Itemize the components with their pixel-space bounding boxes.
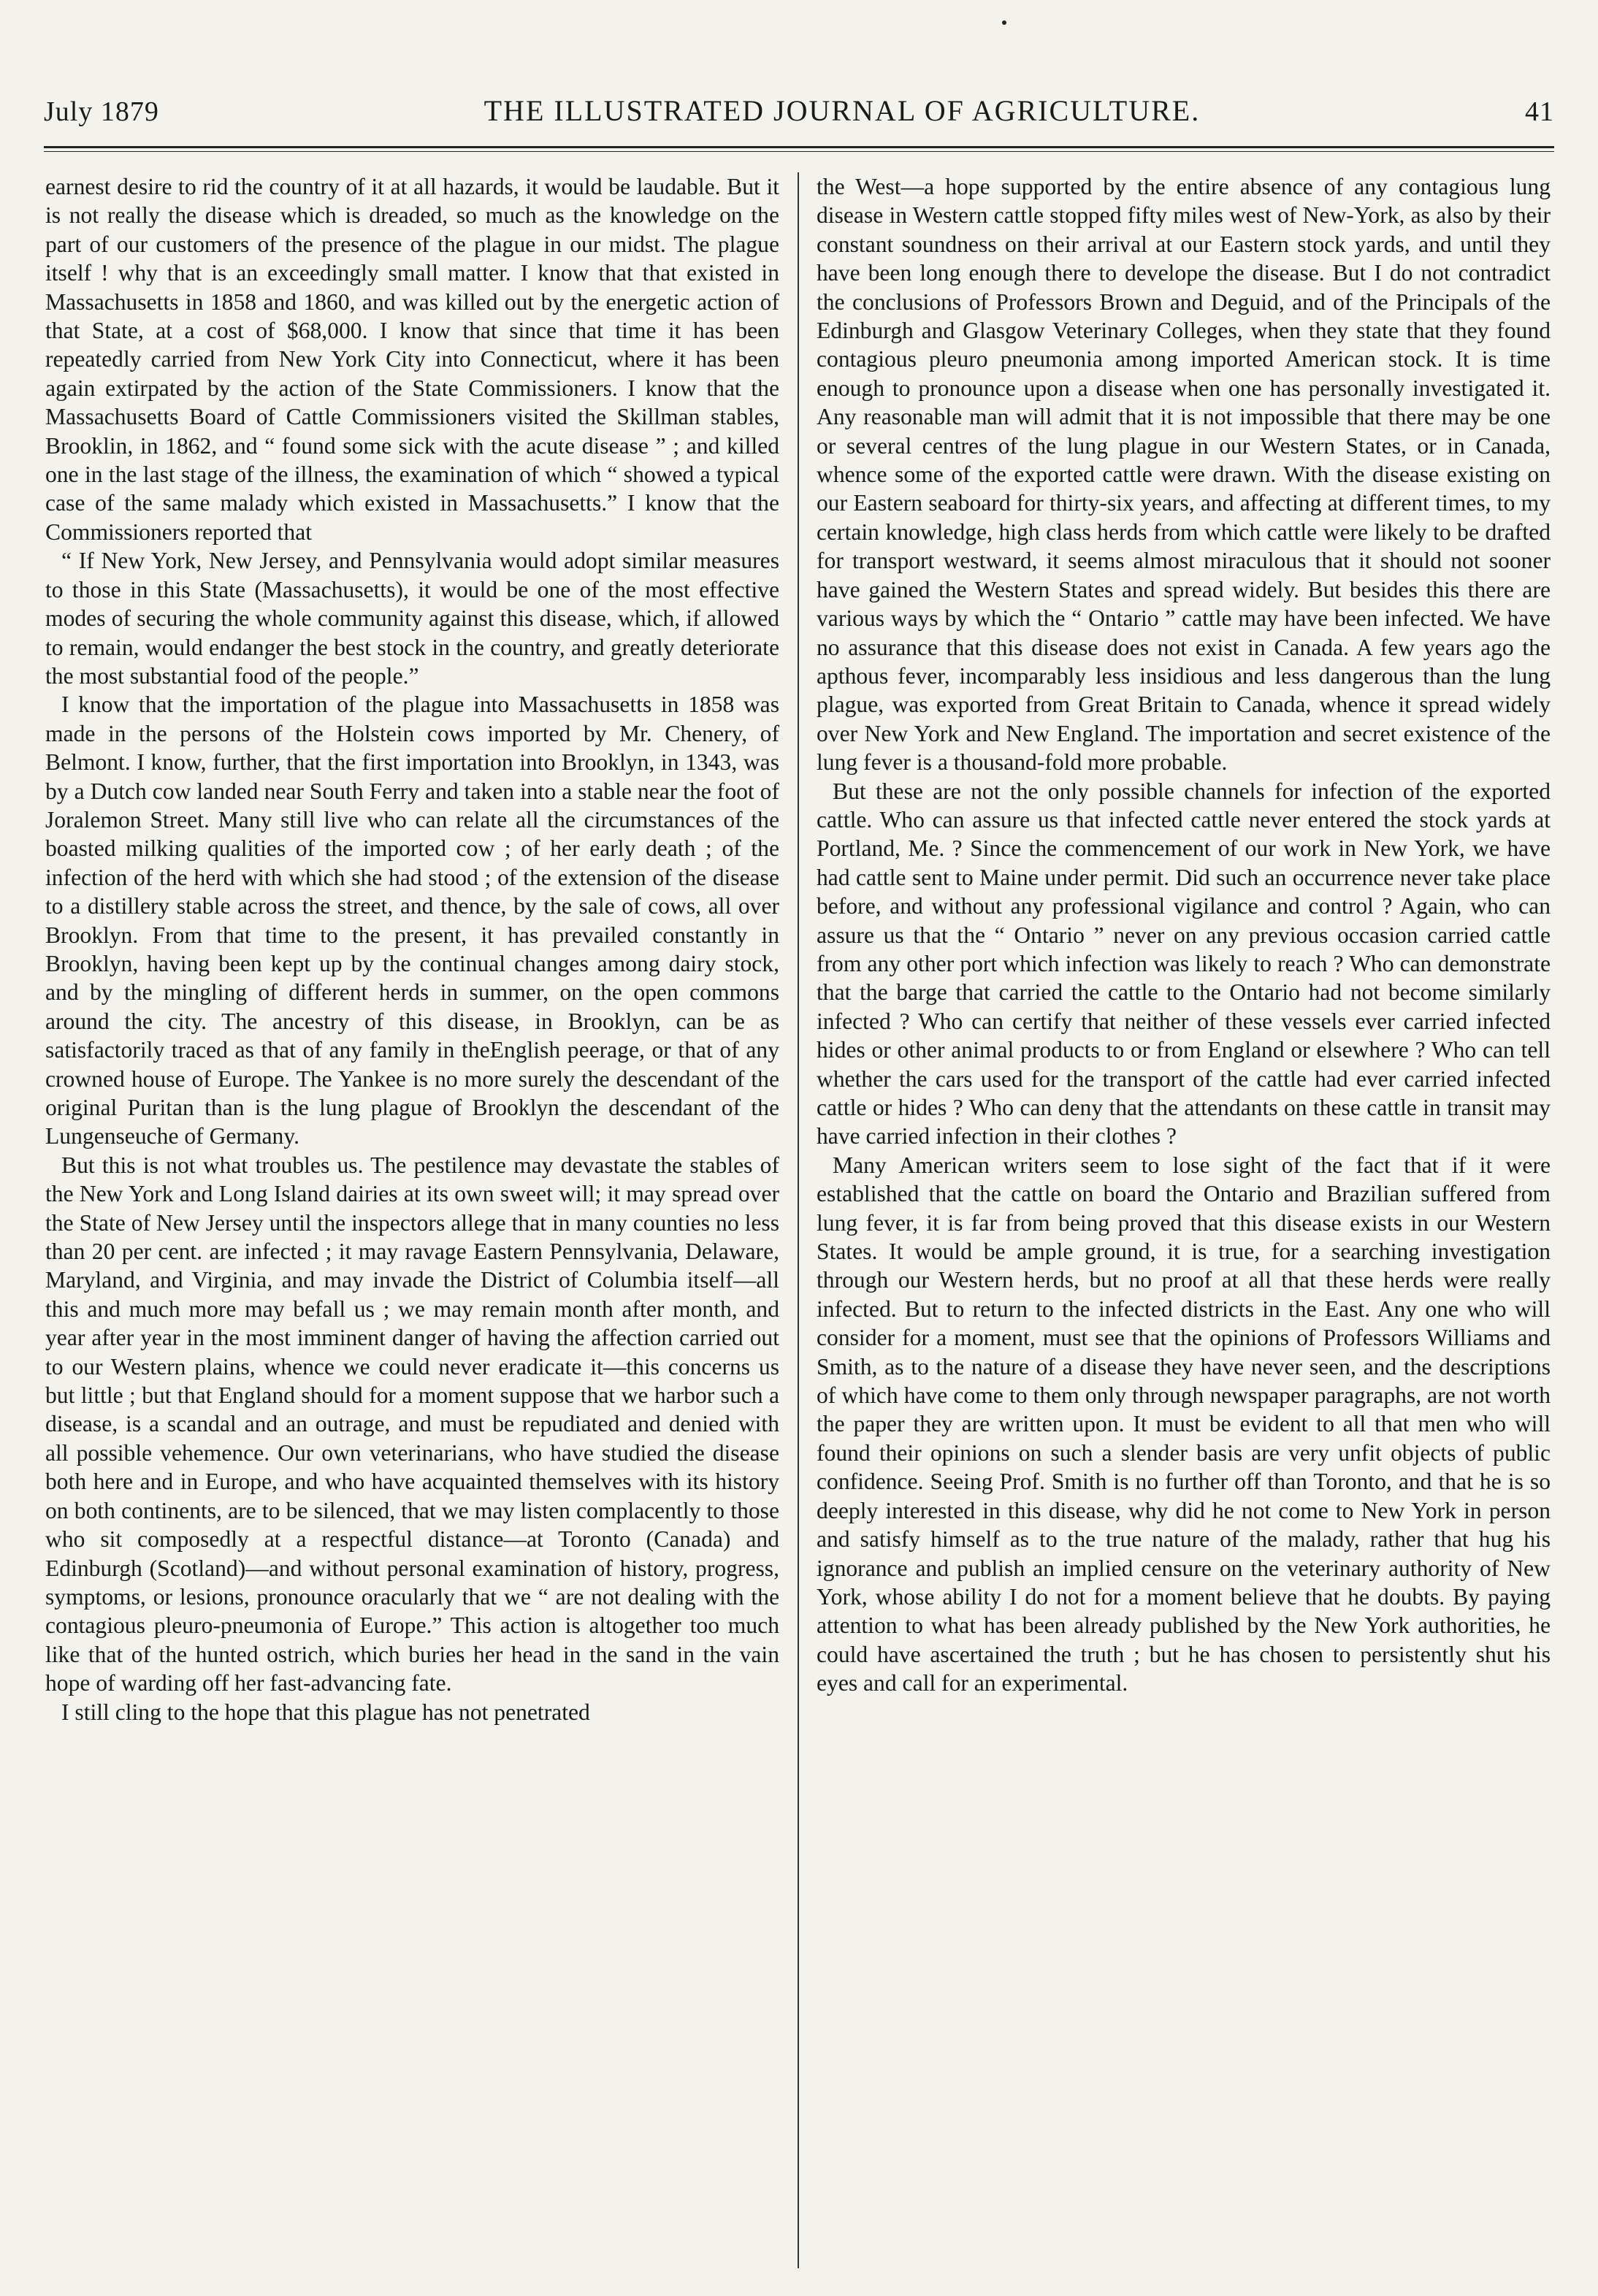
paragraph: But this is not what troubles us. The pestilence may devastate the stables of the New York and Long Island dairies at its own sweet will; it may spread over the State of New Jersey until the inspectors allege that in many counties no less than 20 per cent. are infected ; it may ravage Eastern Pennsylvania, Delaware, Maryland, and Virginia, and may invade the District of Columbia itself—all this and much more may befall us ; we may remain month after month, and year after year in the most imminent danger of having the affection carried out to our Western plains, whence we could never eradicate it—this concerns us but little ; but that England should for a moment suppose that we harbor such a disease, is a scandal and an outrage, and must be repudiated and denied with all possible vehemence. Our own veterinarians, who have studied the disease both here and in Europe, and who have acquainted themselves with its history on both continents, are to be silenced, that we may listen complacently to those who sit composedly at a respectful distance—at Toronto (Canada) and Edinburgh (Scotland)—and without personal examination of history, progress, symptoms, or lesions, pronounce oracularly that we “ are not dealing with the contagious pleuro-pneumonia of Europe.” This action is altogether too much like that of the hunted ostrich, which buries her head in the sand in the vain hope of warding off her fast-advancing fate.	[45, 1152, 779, 1696]
paragraph: I know that the importation of the plague into Massachusetts in 1858 was made in the persons of the Holstein cows imported by Mr. Chenery, of Belmont. I know, further, that the first importation into Brooklyn, in 1343, was by a Dutch cow landed near South Ferry and taken into a stable near the foot of Joralemon Street. Many still live who can relate all the circumstances of the boasted milking qualities of the imported cow ; of her early death ; of the infection of the herd with which she had stood ; of the extension of the disease to a distillery stable across the street, and thence, by the sale of cows, all over Brooklyn. From that time to the present, it has prevailed constantly in Brooklyn, having been kept up by the continual changes among dairy stock, and by the mingling of different herds in summer, on the open commons around the city. The ancestry of this disease, in Brooklyn, can be as satisfactorily traced as that of any family in theEnglish peerage, or that of any crowned house of Europe. The Yankee is no more surely the descendant of the original Puritan than is the lung plague of Brooklyn the descendant of the Lungenseuche of Germany.	[45, 692, 779, 1149]
paragraph: But these are not the only possible channels for infection of the exported cattle. Who can assure us that infected cattle never entered the stock yards at Portland, Me. ? Since the commencement of our work in New York, we have had cattle sent to Maine under permit. Did such an occurrence never take place before, and without any professional vigilance and control ? Again, who can assure us that the “ Ontario ” never on any previous occasion carried cattle from any other port which infection was likely to reach ? Who can demonstrate that the barge that carried the cattle to the Ontario had not become similarly infected ? Who can certify that neither of these vessels ever carried infected hides or other animal products to or from England or elsewhere ? Who can tell whether the cars used for the transport of the cattle had ever carried infected cattle or hides ? Who can deny that the attendants on these cattle in transit may have carried infection in their clothes ?	[817, 778, 1551, 1149]
journal-title: THE ILLUSTRATED JOURNAL OF AGRICULTURE.	[483, 94, 1201, 127]
column-divider	[798, 172, 799, 2268]
paragraph: the West—a hope supported by the entire absence of any contagious lung disease in Western cattle stopped fifty miles west of New-York, as also by their constant soundness on their arrival at our Eastern stock yards, and until they have been long enough there to develope the disease. But I do not contradict the conclusions of Professors Brown and Deguid, and of the Principals of the Edinburgh and Glasgow Veterinary Colleges, when they state that they found contagious pleuro pneumonia among imported American stock. It is time enough to pronounce upon a disease when one has personally investigated it. Any reasonable man will admit that it is not impossible that there may be one or several centres of the lung plague in our Western States, or in Canada, whence some of the exported cattle were drawn. With the disease existing on our Eastern seaboard for thirty-six years, and affecting at different times, to my certain knowledge, high class herds from which cattle were likely to be drafted for transport westward, it seems almost miraculous that it should not sooner have gained the Western States and spread widely. But besides this there are various ways by which the “ Ontario ” cattle may have been infected. We have no assurance that this disease does not exist in Canada. A few years ago the apthous fever, incomparably less insidious and less dangerous than the lung plague, was exported from Great Britain to Canada, whence it spread widely over New York and New England. The importation and secret existence of the lung fever is a thousand-fold more probable.	[817, 174, 1551, 776]
header-rule-thin	[44, 151, 1554, 152]
page-number: 41	[1525, 96, 1554, 127]
right-column	[817, 172, 1551, 2268]
ink-speck	[1002, 20, 1006, 25]
left-column	[45, 172, 779, 2268]
running-header	[44, 93, 1554, 130]
paragraph: Many American writers seem to lose sight of the fact that if it were established that the cattle on board the Ontario and Brazilian suffered from lung fever, it is far from being proved that this disease exists in our Western States. It would be ample ground, it is true, for a searching investigation through our Western herds, but no proof at all that these herds were really infected. But to return to the infected districts in the East. Any one who will consider for a moment, must see that the opinions of Professors Williams and Smith, as to the nature of a disease they have never seen, and the descriptions of which have come to them only through newspaper paragraphs, are not worth the paper they are written upon. It must be evident to all that men who will found their opinions on such a slender basis are very unfit objects of public confidence. Seeing Prof. Smith is no further off than Toronto, and that he is so deeply interested in this disease, why did he not come to New York in person and satisfy himself as to the true nature of the malady, rather that hug his ignorance and publish an implied censure on the veterinary authority of New York, whose ability I do not for a moment believe that he doubts. By paying attention to what has been already published by the New York authorities, he could have ascertained the truth ; but he has chosen to persistently shut his eyes and call for an experimental.	[817, 1152, 1551, 1696]
paragraph: I still cling to the hope that this plague has not penetrated	[61, 1699, 590, 1725]
header-rule	[44, 146, 1554, 148]
paragraph: earnest desire to rid the country of it at all hazards, it would be laudable. But it is not really the disease which is dreaded, so much as the knowledge on the part of our customers of the presence of the plague in our midst. The plague itself ! why that is an exceedingly small matter. I know that that existed in Massachusetts in 1858 and 1860, and was killed out by the energetic action of that State, at a cost of $68,000. I know that since that time it has been repeatedly carried from New York City into Connecticut, where it has been again extirpated by the action of the State Commissioners. I know that the Massachusetts Board of Cattle Commissioners visited the Skillman stables, Brooklin, in 1862, and “ found some sick with the acute disease ” ; and killed one in the last stage of the illness, the examination of which “ showed a typical case of the same malady which existed in Massachusetts.” I know that the Commissioners reported that	[45, 174, 779, 545]
issue-date: July 1879	[44, 96, 159, 127]
paragraph: “ If New York, New Jersey, and Pennsylvania would adopt similar measures to those in this State (Massachusetts), it would be one of the most effective modes of securing the whole community against this disease, which, if allowed to remain, would endanger the best stock in the country, and greatly deteriorate the most substantial food of the people.”	[45, 548, 779, 689]
